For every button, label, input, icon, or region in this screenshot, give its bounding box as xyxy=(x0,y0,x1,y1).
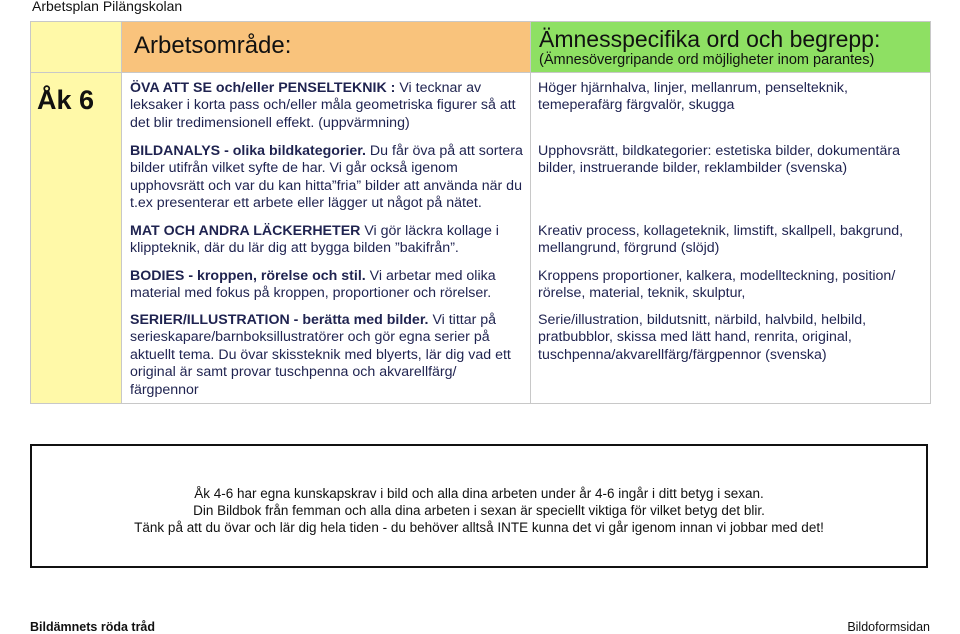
activity-bildanalys xyxy=(130,143,528,213)
activity-text: Vi gör läckra kollage i klippteknik, där du lär dig att bygga bilden ”bakifrån”. xyxy=(130,223,499,257)
activity-text: Vi tecknar av leksaker i korta pass och/eller måla geometriska figurer så att det blir tredimensionell effekt. (uppvärmning) xyxy=(130,80,516,131)
header-arbetsomrade-cell xyxy=(122,22,531,73)
activity-text: Du får öva på att sortera bilder utifrån vilket syfte de har. Vi går också igenom upphovsrätt och var du kan hitta”fria” bilder att använda när du t.ex presenterar ett arbete eller lägger ut något på nätet. xyxy=(130,143,523,212)
concepts-bodies: Kroppens proportioner, kalkera, modellteckning, position/ rörelse, material, teknik, skulptur, xyxy=(538,268,896,302)
info-box xyxy=(30,444,928,568)
concepts-serier-illustration: Serie/illustration, bildutsnitt, närbild, halvbild, helbild, pratbubblor, skissa med lätt hand, renrita, original, tuschpenna/akvarellfärg/färgpennor (svenska) xyxy=(538,312,867,363)
year-label: Åk 6 xyxy=(37,85,95,115)
activity-title: ÖVA ATT SE och/eller PENSELTEKNIK : xyxy=(130,80,396,96)
concepts-bildanalys: Upphovsrätt, bildkategorier: estetiska bilder, dokumentära bilder, instruerande bilder, reklambilder (svenska) xyxy=(538,143,900,177)
activity-bodies xyxy=(130,268,528,303)
activity-serier-illustration xyxy=(130,312,528,399)
concepts-ova-att-se: Höger hjärnhalva, linjer, mellanrum, penselteknik, temeperafärg färgvalör, skugga xyxy=(538,80,848,114)
activity-text: Vi arbetar med olika material med fokus på kroppen, proportioner och rörelser. xyxy=(130,268,496,302)
header-begrepp-subtitle: (Ämnesövergripande ord möjligheter inom parantes) xyxy=(539,52,875,68)
info-line-3: Tänk på att du övar och lär dig hela tiden - du behöver alltså INTE kunna det vi går igenom innan vi jobbar med det! xyxy=(134,520,824,536)
info-line-2: Din Bildbok från femman och alla dina arbeten i sexan är speciellt viktiga för vilket betyg det blir. xyxy=(193,503,765,519)
year-cell xyxy=(31,73,122,404)
concepts-mat-och-lackerheter: Kreativ process, kollageteknik, limstift, skallpell, bakgrund, mellangrund, förgrund (slöjd) xyxy=(538,223,904,257)
info-line-1: Åk 4-6 har egna kunskapskrav i bild och alla dina arbeten under år 4-6 ingår i ditt betyg i sexan. xyxy=(194,486,764,501)
page-title: Arbetsplan Pilängskolan xyxy=(32,0,183,14)
activity-title: MAT OCH ANDRA LÄCKERHETER xyxy=(130,223,361,239)
header-begrepp-cell xyxy=(531,22,931,73)
activity-title: SERIER/ILLUSTRATION - berätta med bilder. xyxy=(130,312,429,328)
activity-title: BILDANALYS - olika bildkategorier. xyxy=(130,143,366,159)
header-corner-cell xyxy=(31,22,122,73)
activity-mat-och-lackerheter xyxy=(130,223,528,258)
header-arbetsomrade: Arbetsområde: xyxy=(134,32,292,59)
footer-right: Bildoformsidan xyxy=(847,620,930,634)
activity-ova-att-se xyxy=(130,80,528,132)
activity-text: Vi tittar på serieskapare/barnboksillustratörer och gör egna serier på aktuellt tema. Du övar skissteknik med blyerts, lär dig vad ett original är samt provar tuschpenna och akvarellfärg/ färgpennor xyxy=(130,312,511,398)
header-begrepp-title: Ämnesspecifika ord och begrepp: xyxy=(539,26,881,52)
footer-left: Bildämnets röda tråd xyxy=(30,620,156,634)
activity-title: BODIES - kroppen, rörelse och stil. xyxy=(130,268,366,284)
